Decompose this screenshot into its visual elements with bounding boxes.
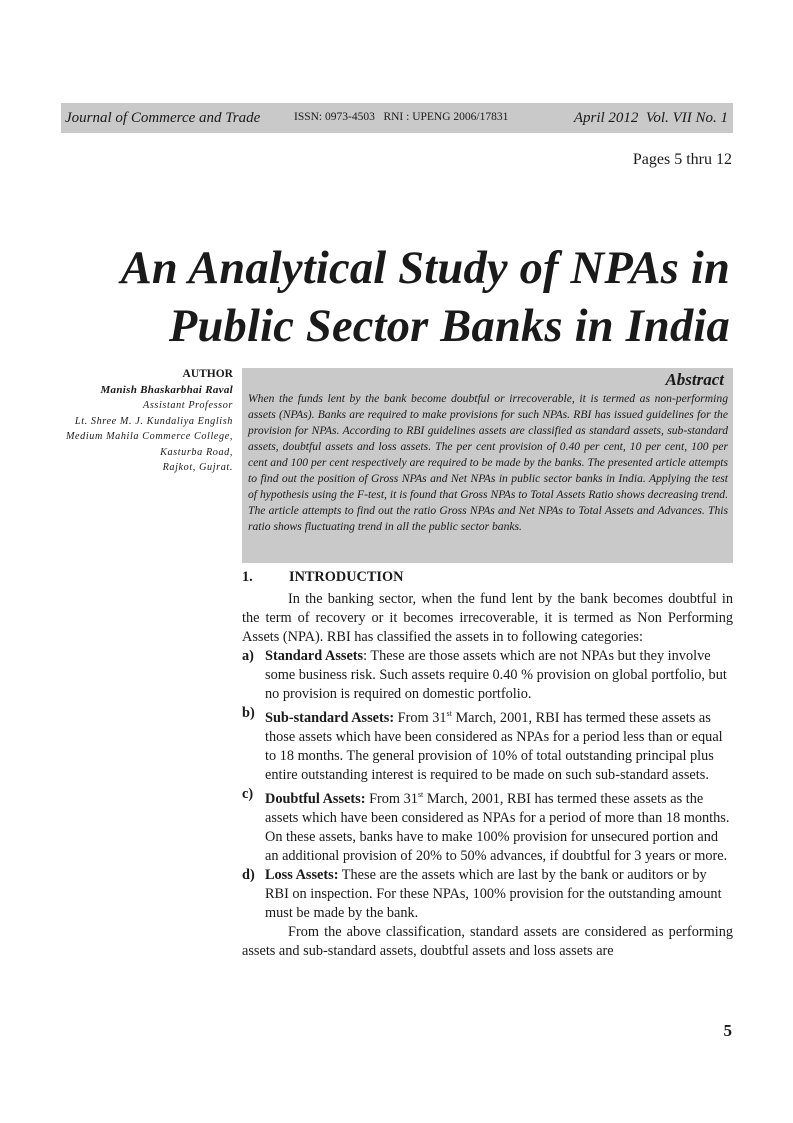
section-heading (242, 568, 733, 587)
list-item-term: Standard Assets (265, 648, 364, 664)
closing-paragraph: From the above classification, standard assets are considered as performing assets and sub-standard assets, doubtful assets and loss assets are (242, 923, 733, 959)
list-item-letter: b) (242, 705, 255, 721)
author-affiliation-line: Lt. Shree M. J. Kundaliya English (74, 415, 233, 427)
pages-range: Pages 5 thru 12 (632, 151, 732, 168)
issn-rni: ISSN: 0973-4503 RNI : UPENG 2006/17831 (294, 111, 509, 123)
abstract-text: When the funds lent by the bank become doubtful or irrecoverable, it is termed as non-performing assets (NPAs). Banks are required to make provisions for such NPAs. RBI has issued guidelines for the provision for NPAs. According to RBI guidelines assets are classified as standard assets, sub-standard assets, doubtful assets and loss assets. The per cent provision of 0.40 per cent, 10 per cent, 100 per cent and 100 per cent respectively are required to be made by the banks. The presented article attempts to find out the position of Gross NPAs and Net NPAs in public sector banks in India. Applying the test of hypothesis using the F-test, it is found that Gross NPAs to Total Assets Ratio shows decreasing trend. The article attempts to find out the ratio Gross NPAs and Net NPAs to Total Assets and Advances. This ratio shows fluctuating trend in all the public sector banks. (248, 392, 728, 533)
list-item-date: From 31 (394, 709, 447, 726)
list-item-superscript: st (417, 789, 424, 799)
article-title-line-2: Public Sector Banks in India (168, 301, 730, 352)
list-item (242, 785, 733, 866)
list-item-text: March, 2001, RBI has termed these assets as the assets which have been considered as NPAs for a period of more than 18 months. On these assets, banks have to make 100% provision for unsecured portion and an additional provision of 20% to 50% advances, if doubtful for 3 years or more. (265, 790, 730, 864)
author-label: AUTHOR (182, 368, 233, 380)
section-number: 1. (242, 569, 253, 585)
issue-date-volume: April 2012 Vol. VII No. 1 (573, 110, 728, 126)
author-affiliation-line: Rajkot, Gujrat. (162, 462, 233, 473)
author-block (66, 367, 233, 476)
journal-title: Journal of Commerce and Trade (65, 110, 261, 126)
article-title (121, 240, 730, 356)
section-title: INTRODUCTION (289, 569, 404, 585)
intro-paragraph: In the banking sector, when the fund lent by the bank becomes doubtful in the term of recovery or it becomes irrecoverable, it is termed as Non Performing Assets (NPA). RBI has classified the assets in to following categories: (242, 591, 733, 645)
list-item-term: Doubtful Assets: (265, 790, 366, 807)
list-item (242, 866, 733, 923)
list-item-date: From 31 (365, 790, 418, 807)
author-affiliation-line: Assistant Professor (143, 400, 233, 411)
list-item (242, 704, 733, 785)
abstract-heading: Abstract (665, 370, 724, 389)
list-item-letter: d) (242, 866, 255, 883)
article-title-line-1: An Analytical Study of NPAs in (120, 243, 730, 294)
author-affiliation-line: Kasturba Road, (160, 446, 233, 458)
list-item (242, 647, 733, 704)
list-item-letter: c) (242, 785, 254, 802)
list-item-text: March, 2001, RBI has termed these assets as those assets which have been considered as NPAs for a period less than or equal to 18 months. The general provision of 10% of total outstanding principal plus entire outstanding interest is required to be made on such sub-standard assets. (265, 709, 723, 783)
page-number: 5 (723, 1021, 732, 1040)
list-item-superscript: st (446, 709, 452, 718)
author-name: Manish Bhaskarbhai Raval (100, 383, 233, 396)
list-item-term: Loss Assets: (265, 866, 339, 883)
author-affiliation-line: Medium Mahila Commerce College, (65, 431, 233, 442)
list-item-letter: a) (242, 648, 254, 664)
list-item-text: : These are those assets which are not NPAs but they involve some business risk. Such assets require 0.40 % provision on global portfolio, but no provision is required on domestic portfolio. (265, 648, 727, 702)
article-body (242, 568, 733, 961)
list-item-text: These are the assets which are last by the bank or auditors or by RBI on inspection. For these NPAs, 100% provision for the outstanding amount must be made by the bank. (265, 866, 722, 921)
journal-header-bar (61, 103, 733, 133)
list-item-term: Sub-standard Assets: (265, 709, 395, 726)
abstract-box (242, 368, 733, 563)
